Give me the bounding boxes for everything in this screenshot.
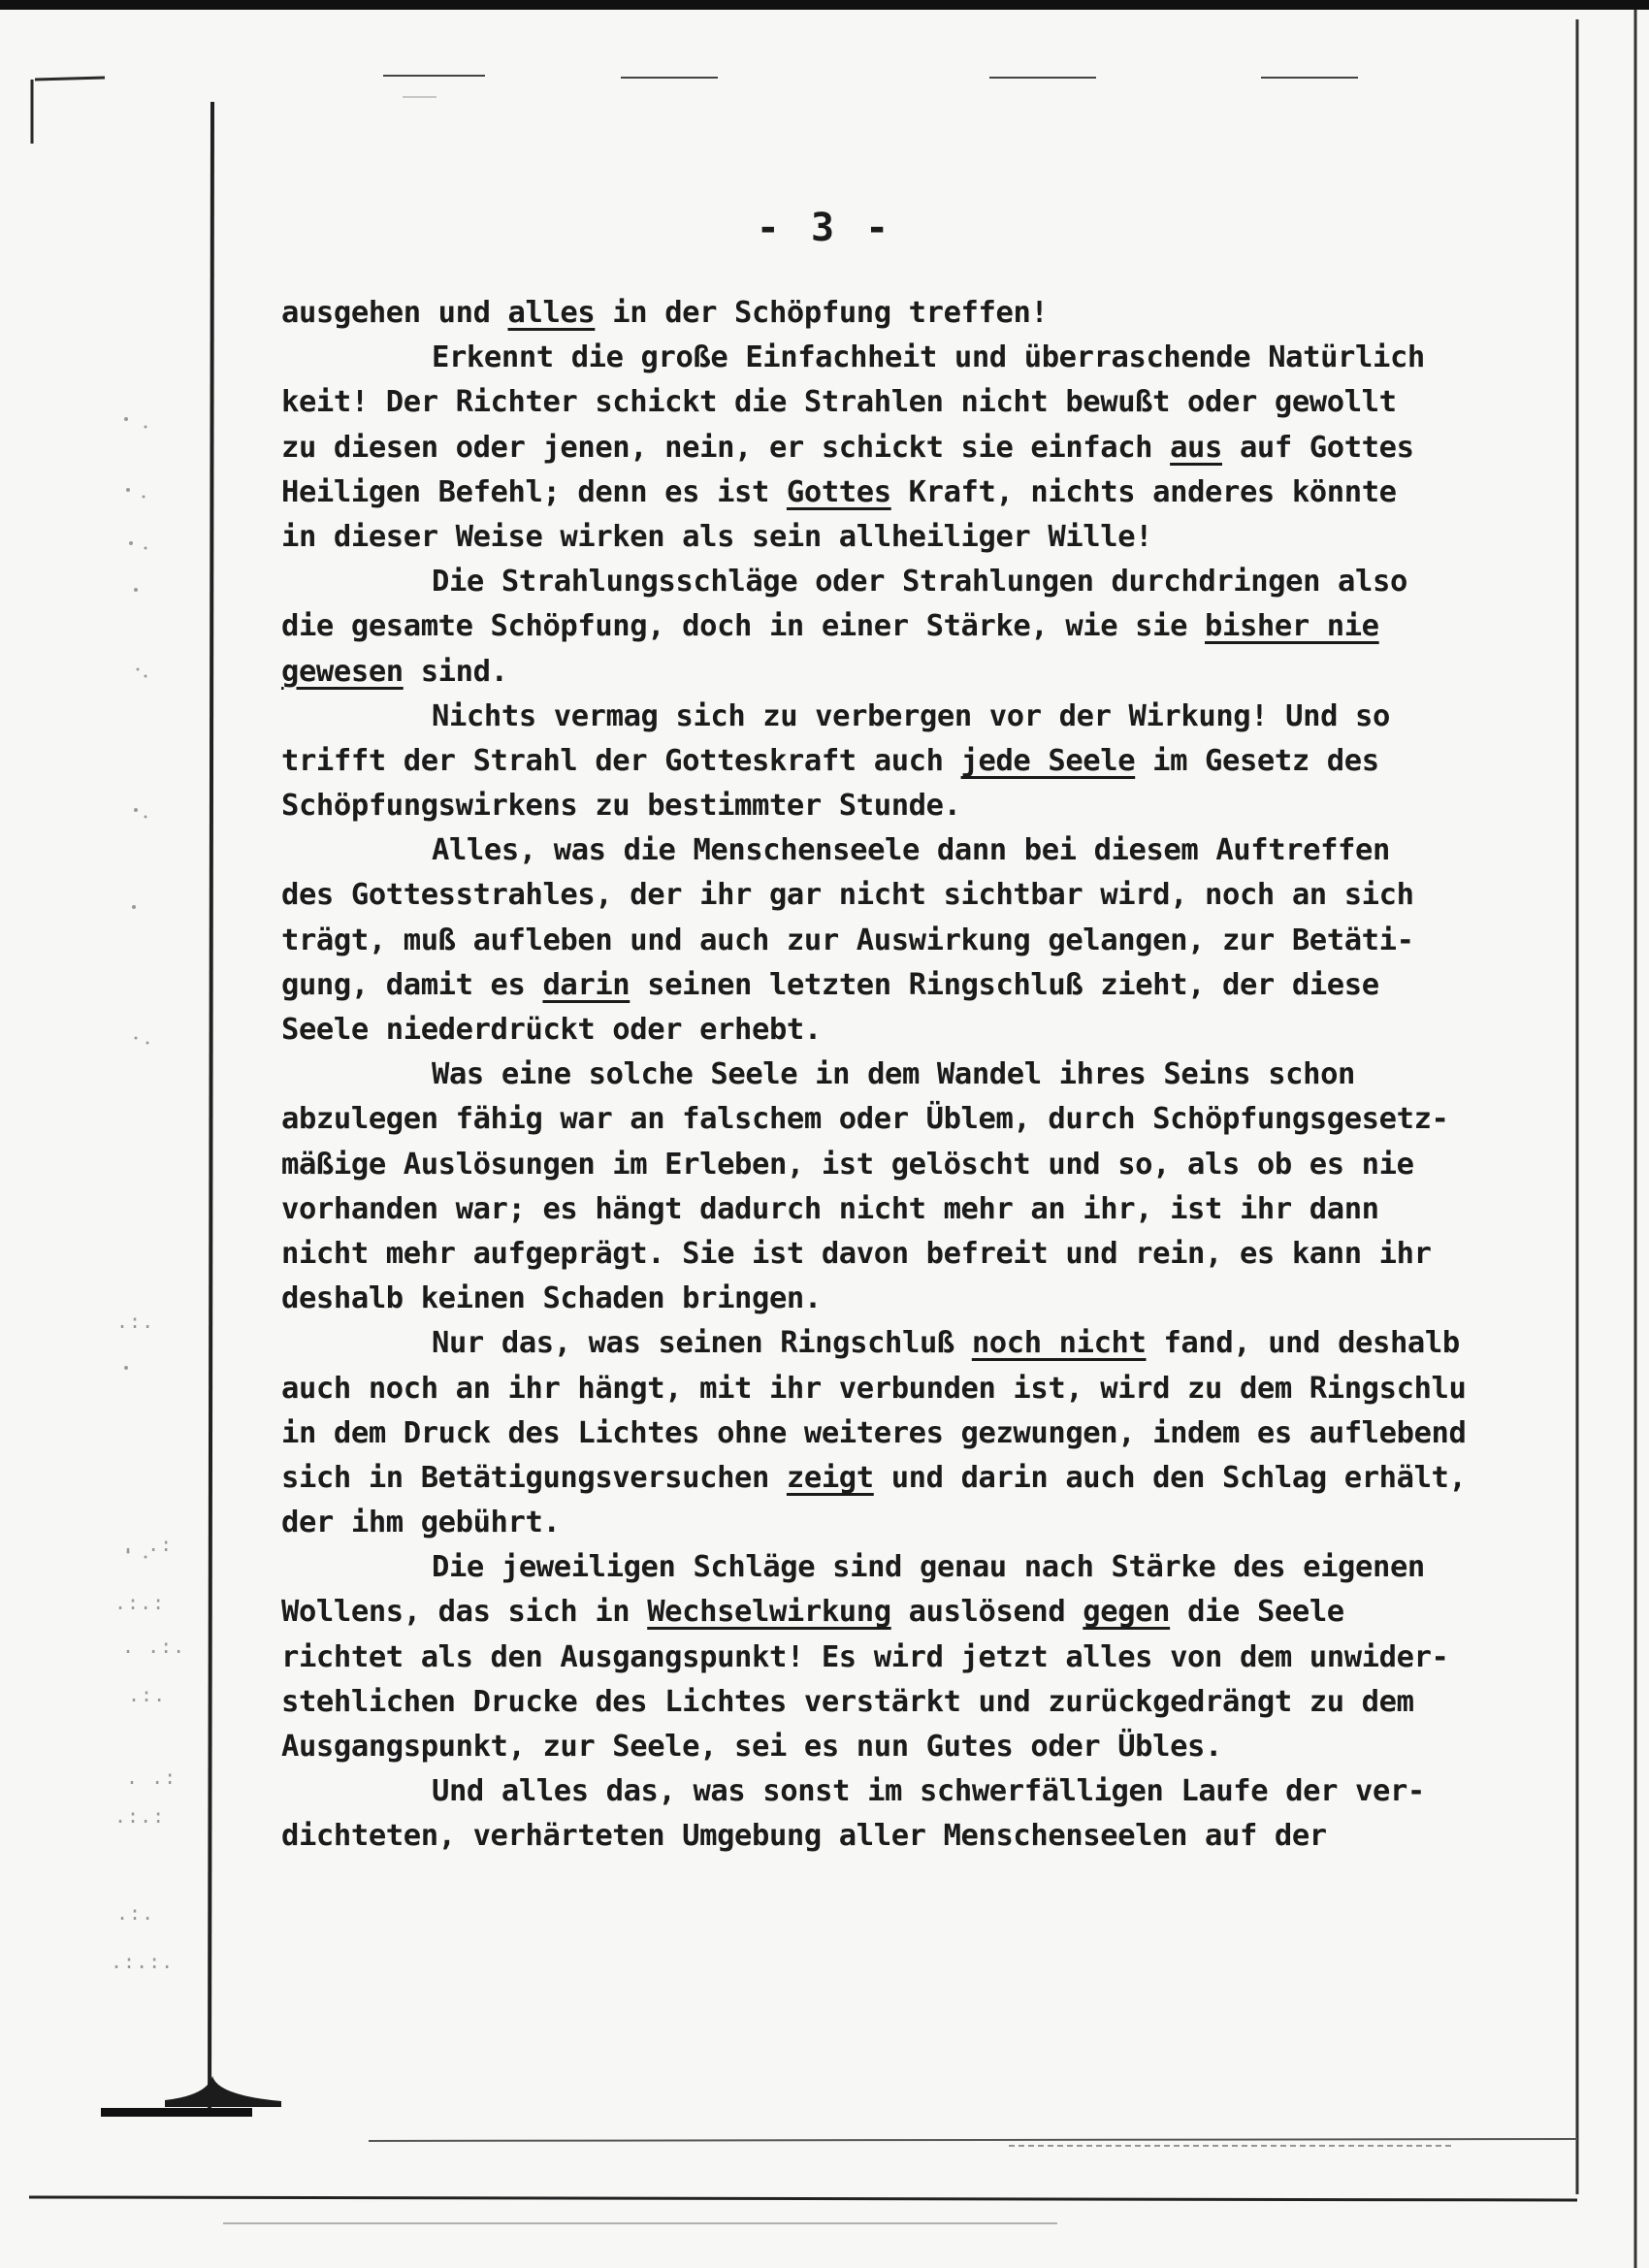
text-segment: nicht mehr aufgeprägt. Sie ist davon befreit und rein, es kann ihr (281, 1236, 1432, 1271)
text-segment: richtet als den Ausgangspunkt! Es wird jetzt alles von dem unwider- (281, 1639, 1449, 1674)
text-line (281, 1187, 1562, 1232)
text-segment: abzulegen fähig war an falschem oder Üblem, durch Schöpfungsgesetz- (281, 1102, 1449, 1137)
underlined-emphasis: alles (507, 296, 596, 330)
text-segment: Die jeweiligen Schläge sind genau nach Stärke des eigenen (432, 1550, 1425, 1585)
text-segment: Alles, was die Menschenseele dann bei diesem Auftreffen (432, 833, 1390, 868)
text-line (281, 919, 1562, 963)
text-segment: Und alles das, was sonst im schwerfälligen Laufe der ver- (432, 1774, 1425, 1809)
text-line (281, 1501, 1562, 1545)
text-segment: trifft der Strahl der Gotteskraft auch (281, 743, 961, 778)
text-line (281, 1725, 1562, 1769)
text-line (281, 828, 1562, 873)
typed-body-text (281, 291, 1562, 1860)
text-segment: in dem Druck des Lichtes ohne weiteres gezwungen, indem es auflebend (281, 1415, 1467, 1450)
text-segment: Schöpfungswirkens zu bestimmter Stunde. (281, 789, 961, 824)
text-segment: seinen letzten Ringschluß zieht, der diese (630, 967, 1379, 1002)
text-segment: im Gesetz des (1135, 743, 1379, 778)
text-line (281, 336, 1562, 380)
text-line (281, 604, 1562, 649)
text-segment: gung, damit es (281, 967, 543, 1002)
margin-scan-mark: .:.: (114, 1591, 166, 1614)
text-segment: die Seele (1170, 1595, 1344, 1630)
text-segment: Nichts vermag sich zu verbergen vor der Wirkung! Und so (432, 698, 1390, 733)
text-line (281, 470, 1562, 515)
text-line (281, 380, 1562, 425)
underlined-emphasis: aus (1170, 430, 1222, 465)
text-line (281, 1053, 1562, 1097)
margin-scan-mark: .:. (116, 1901, 155, 1925)
text-segment: ausgehen und (281, 296, 508, 330)
text-line (281, 1590, 1562, 1635)
text-segment: auch noch an ihr hängt, mit ihr verbunden ist, wird zu dem Ringschlu (281, 1371, 1467, 1406)
text-segment: in dieser Weise wirken als sein allheiliger Wille! (281, 519, 1153, 554)
margin-scan-mark: . .:. (122, 1635, 186, 1658)
margin-scan-mark: .:. (128, 1683, 167, 1706)
text-line (281, 515, 1562, 560)
text-line (281, 1277, 1562, 1321)
text-line (281, 291, 1562, 336)
text-segment: Die Strahlungsschläge oder Strahlungen durchdringen also (432, 565, 1407, 599)
text-segment: dichteten, verhärteten Umgebung aller Menschenseelen auf der (281, 1819, 1327, 1854)
underlined-emphasis: bisher nie (1205, 609, 1379, 644)
text-line (281, 695, 1562, 739)
text-segment: Kraft, nichts anderes könnte (890, 474, 1397, 509)
text-line (281, 1456, 1562, 1501)
text-line (281, 1636, 1562, 1680)
text-segment: Seele niederdrückt oder erhebt. (281, 1013, 822, 1047)
text-segment: mäßige Auslösungen im Erleben, ist gelöscht und so, als ob es nie (281, 1147, 1414, 1182)
text-line (281, 784, 1562, 828)
text-line (281, 1411, 1562, 1456)
text-segment: Nur das, was seinen Ringschluß (432, 1326, 972, 1361)
text-line (281, 873, 1562, 918)
page-number: - 3 - (756, 206, 893, 250)
margin-scan-mark: . .: (126, 1766, 178, 1789)
text-segment: der ihm gebührt. (281, 1506, 561, 1540)
text-segment: trägt, muß aufleben und auch zur Auswirkung gelangen, zur Betäti- (281, 923, 1414, 957)
text-segment: fand, und deshalb (1146, 1326, 1460, 1361)
text-segment: sich in Betätigungsversuchen (281, 1460, 787, 1495)
text-segment: die gesamte Schöpfung, doch in einer Stärke, wie sie (281, 609, 1206, 644)
text-segment: zu diesen oder jenen, nein, er schickt sie einfach (281, 430, 1171, 465)
text-segment: stehlichen Drucke des Lichtes verstärkt und zurückgedrängt zu dem (281, 1684, 1414, 1719)
text-segment: deshalb keinen Schaden bringen. (281, 1281, 822, 1316)
text-line (281, 1143, 1562, 1187)
text-line (281, 1769, 1562, 1814)
text-line (281, 1545, 1562, 1590)
text-segment: Heiligen Befehl; denn es ist (281, 474, 787, 509)
text-segment: sind. (403, 654, 508, 689)
text-segment: des Gottesstrahles, der ihr gar nicht sichtbar wird, noch an sich (281, 878, 1414, 913)
text-line (281, 1321, 1562, 1366)
margin-scan-mark: . .: (122, 1533, 174, 1556)
text-segment: und darin auch den Schlag erhält, (873, 1460, 1467, 1495)
text-segment: Wollens, das sich in (281, 1595, 648, 1630)
underlined-emphasis: darin (542, 967, 630, 1002)
text-segment: Was eine solche Seele in dem Wandel ihres Seins schon (432, 1057, 1356, 1092)
text-line (281, 1097, 1562, 1142)
text-segment: vorhanden war; es hängt dadurch nicht mehr an ihr, ist ihr dann (281, 1191, 1379, 1226)
underlined-emphasis: gewesen (281, 654, 404, 689)
text-line (281, 650, 1562, 695)
text-segment: Erkennt die große Einfachheit und überraschende Natürlich (432, 340, 1425, 375)
text-segment: in der Schöpfung treffen! (595, 296, 1049, 330)
underlined-emphasis: Wechselwirkung (647, 1595, 891, 1630)
text-segment: keit! Der Richter schickt die Strahlen nicht bewußt oder gewollt (281, 385, 1397, 420)
margin-scan-mark: .:.: (114, 1804, 166, 1828)
text-line (281, 1814, 1562, 1859)
underlined-emphasis: zeigt (786, 1460, 874, 1495)
text-segment: auslösend (890, 1595, 1083, 1630)
text-line (281, 739, 1562, 784)
margin-scan-mark: .:. (116, 1310, 155, 1333)
text-line (281, 1680, 1562, 1725)
underlined-emphasis: gegen (1083, 1595, 1171, 1630)
text-segment: auf Gottes (1221, 430, 1414, 465)
underlined-emphasis: noch nicht (971, 1326, 1147, 1361)
margin-scan-mark: .:.:. (111, 1950, 175, 1973)
text-line (281, 1232, 1562, 1277)
text-line (281, 426, 1562, 470)
underlined-emphasis: jede Seele (960, 743, 1136, 778)
text-segment: Ausgangspunkt, zur Seele, sei es nun Gutes oder Übles. (281, 1730, 1222, 1764)
underlined-emphasis: Gottes (786, 474, 891, 509)
text-line (281, 1367, 1562, 1411)
text-line (281, 1008, 1562, 1053)
text-line (281, 963, 1562, 1008)
text-line (281, 560, 1562, 604)
